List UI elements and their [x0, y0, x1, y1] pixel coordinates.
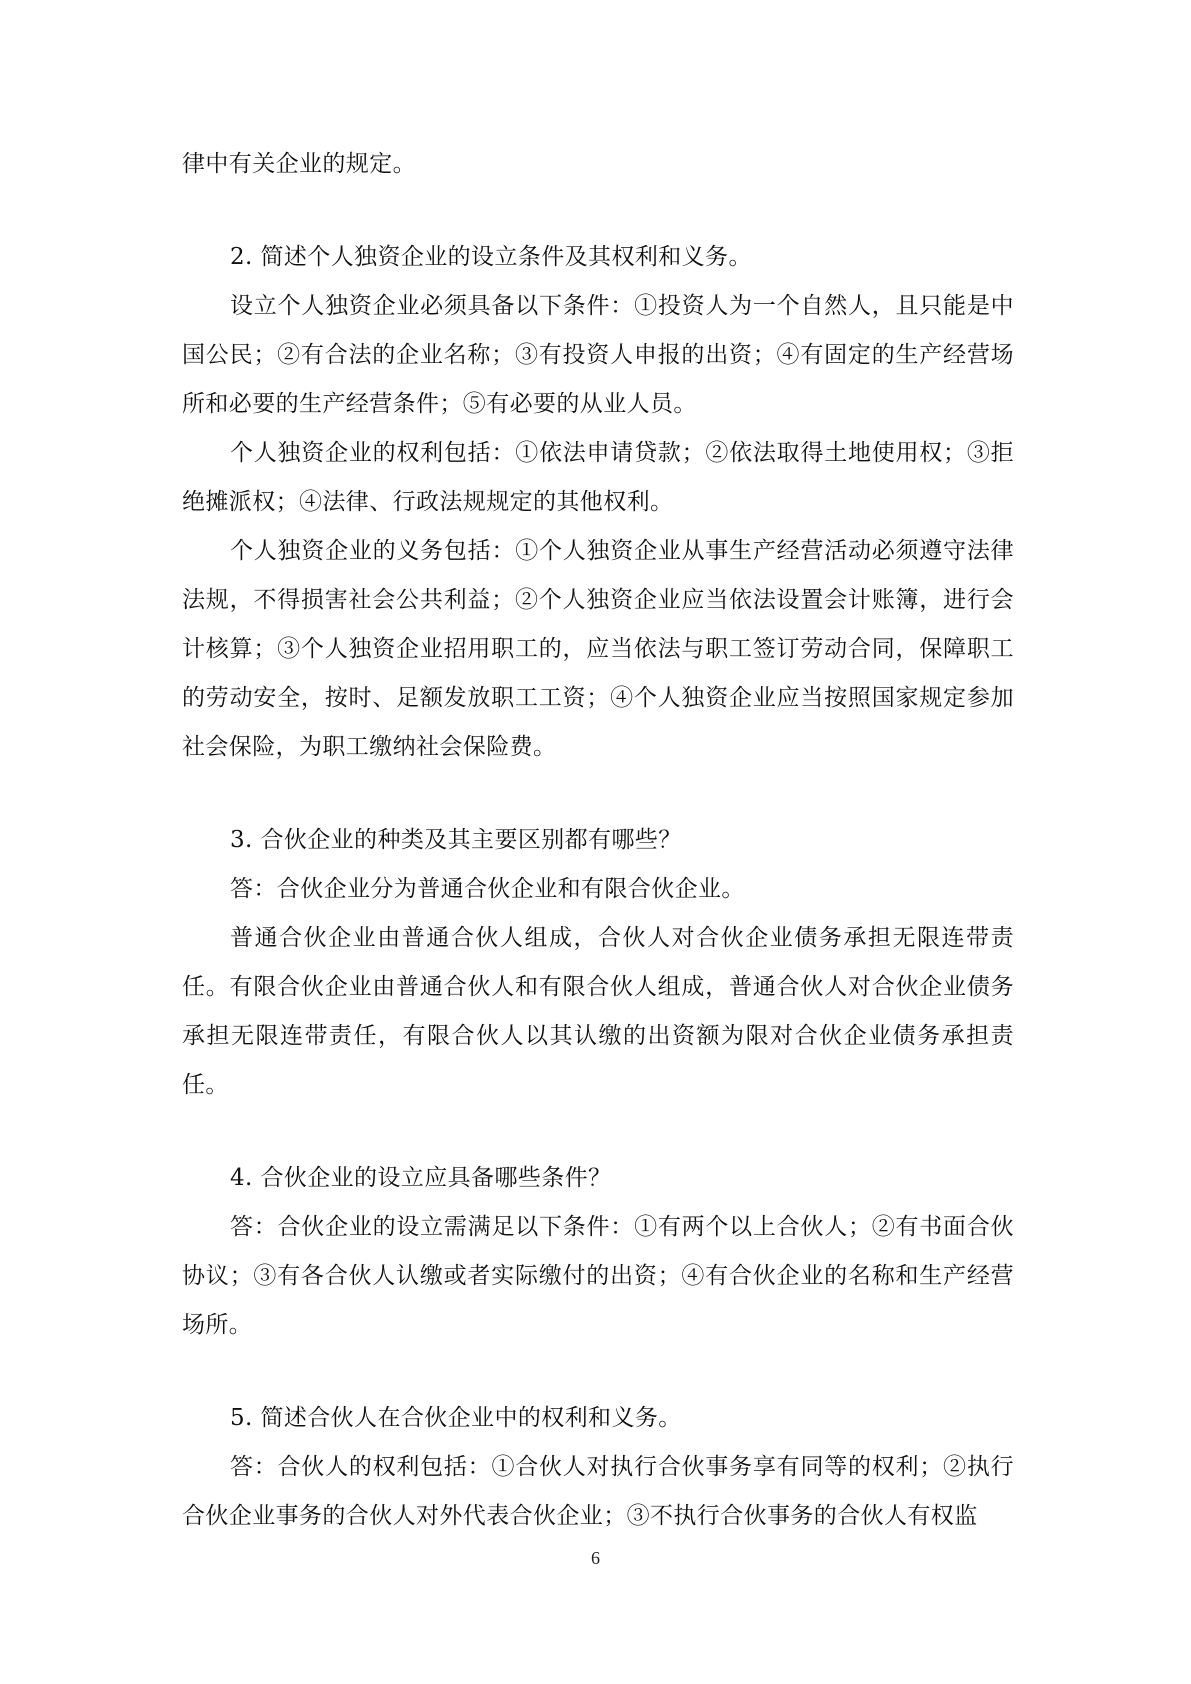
answer-paragraph: 设立个人独资企业必须具备以下条件：①投资人为一个自然人，且只能是中国公民；②有合法的企业名称；③有投资人申报的出资；④有固定的生产经营场所和必要的生产经营条件；⑤有必要的从业人员。: [182, 293, 1014, 417]
section-q5: [182, 1394, 1014, 1541]
question-heading: 5. 简述合伙人在合伙企业中的权利和义务。: [230, 1405, 682, 1431]
section-gap: [182, 772, 1014, 816]
continued-paragraph: 律中有关企业的规定。: [182, 151, 416, 177]
answer-paragraph: 答：合伙企业的设立需满足以下条件：①有两个以上合伙人；②有书面合伙协议；③有各合伙人认缴或者实际缴付的出资；④有合伙企业的名称和生产经营场所。: [182, 1214, 1014, 1338]
answer-paragraph: 答：合伙人的权利包括：①合伙人对执行合伙事务享有同等的权利；②执行合伙企业事务的合伙人对外代表合伙企业；③不执行合伙事务的合伙人有权监: [182, 1454, 1014, 1529]
section-gap: [182, 1110, 1014, 1154]
answer-paragraph: 普通合伙企业由普通合伙人组成，合伙人对合伙企业债务承担无限连带责任。有限合伙企业由普通合伙人和有限合伙人组成，普通合伙人对合伙企业债务承担无限连带责任，有限合伙人以其认缴的出资额为限对合伙企业债务承担责任。: [182, 925, 1014, 1098]
question-heading: 3. 合伙企业的种类及其主要区别都有哪些？: [230, 827, 682, 853]
answer-paragraph: 答：合伙企业分为普通合伙企业和有限合伙企业。: [230, 876, 745, 902]
answer-paragraph: 个人独资企业的义务包括：①个人独资企业从事生产经营活动必须遵守法律法规，不得损害社会公共利益；②个人独资企业应当依法设置会计账簿，进行会计核算；③个人独资企业招用职工的，应当依法与职工签订劳动合同，保障职工的劳动安全，按时、足额发放职工工资；④个人独资企业应当按照国家规定参加社会保险，为职工缴纳社会保险费。: [182, 538, 1014, 760]
document-body: [182, 140, 1014, 1541]
page-number: 6: [591, 1548, 600, 1568]
section-gap: [182, 189, 1014, 233]
section-q4: [182, 1154, 1014, 1350]
section-gap: [182, 1350, 1014, 1394]
section-q2: [182, 233, 1014, 772]
question-heading: 4. 合伙企业的设立应具备哪些条件？: [230, 1165, 612, 1191]
answer-paragraph: 个人独资企业的权利包括：①依法申请贷款；②依法取得土地使用权；③拒绝摊派权；④法律、行政法规规定的其他权利。: [182, 440, 1014, 515]
question-heading: 2. 简述个人独资企业的设立条件及其权利和义务。: [230, 244, 752, 270]
section-q3: [182, 816, 1014, 1110]
